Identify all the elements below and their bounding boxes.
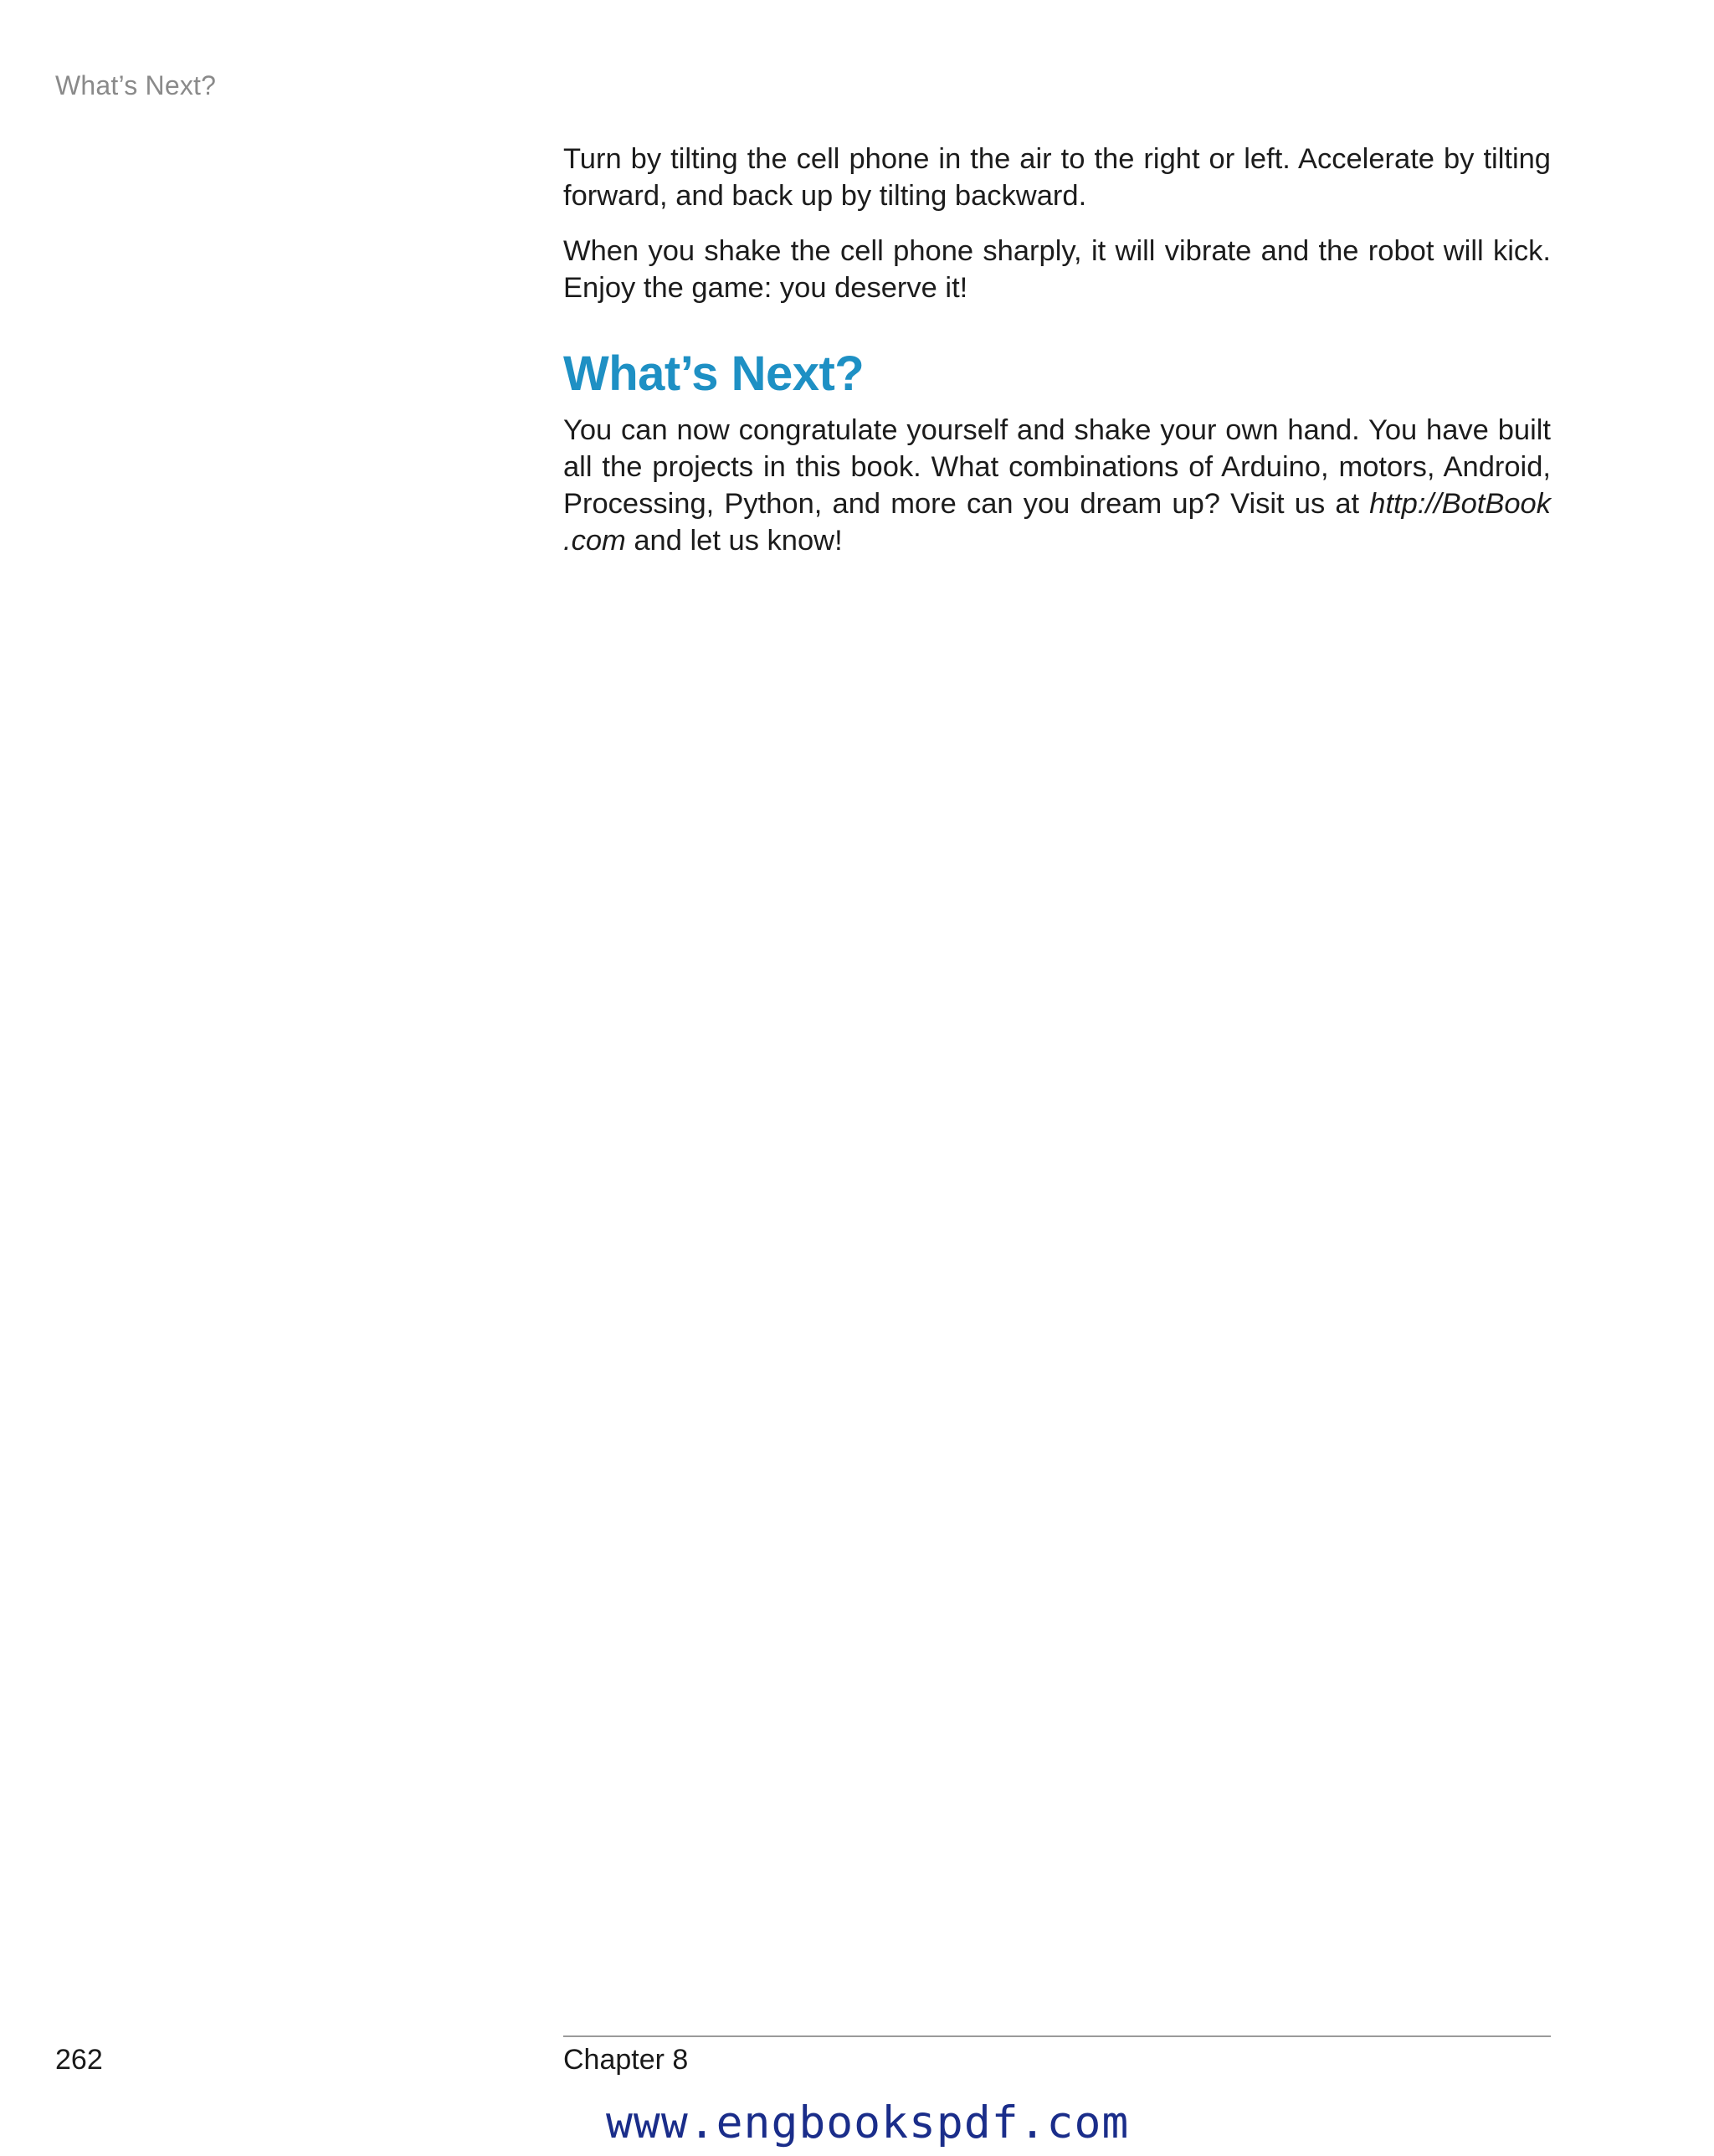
paragraph-whats-next-text: You can now congratulate yourself and shake your own hand. You have built all the projects in this book. What combinations of Arduino, motors, Android, Processing, Python, and more can you dream up? Visit us at — [563, 414, 1551, 520]
paragraph-whats-next — [563, 412, 1551, 559]
paragraph-whats-next-tail: and let us know! — [625, 525, 843, 557]
page-number: 262 — [55, 2044, 103, 2076]
running-head: What’s Next? — [55, 70, 217, 100]
watermark-url[interactable]: www.engbookspdf.com — [606, 2097, 1130, 2148]
chapter-label: Chapter 8 — [563, 2044, 689, 2076]
footer-divider — [563, 2035, 1551, 2037]
section-heading: What’s Next? — [563, 346, 865, 401]
paragraph-tilt-controls: Turn by tilting the cell phone in the air to the right or left. Accelerate by tilting forward, and back up by tilting backward. — [563, 143, 1551, 212]
botbook-link[interactable]: http://BotBook .com — [563, 488, 1551, 557]
paragraph-shake-kick: When you shake the cell phone sharply, it will vibrate and the robot will kick. Enjoy the game: you deserve it! — [563, 235, 1551, 304]
main-content — [563, 141, 1551, 578]
